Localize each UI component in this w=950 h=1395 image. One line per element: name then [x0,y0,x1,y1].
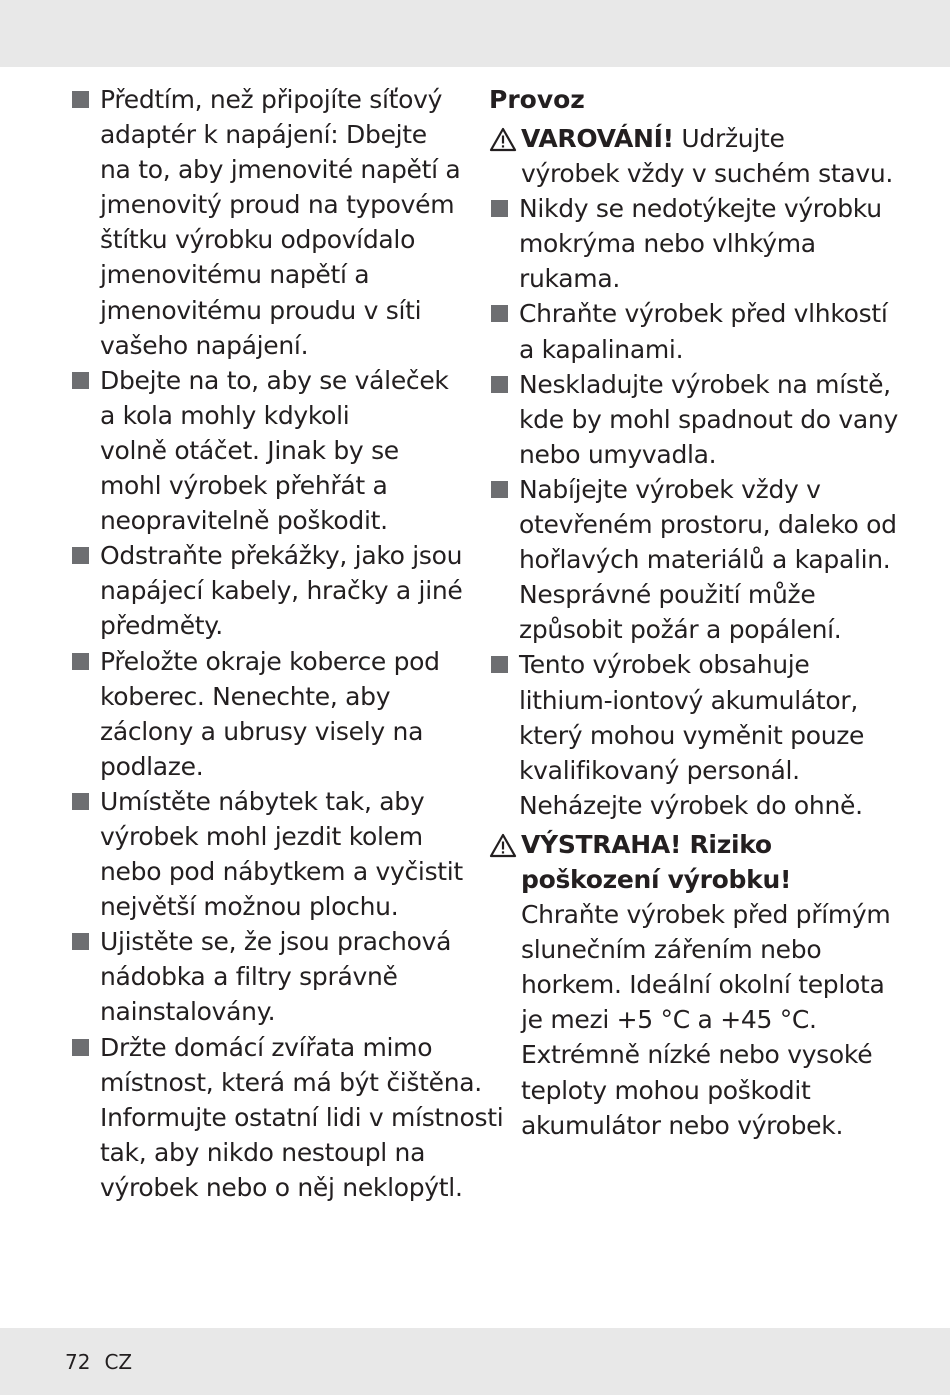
list-item-line: nádobka a filtry správně [100,962,398,992]
square-bullet-icon [72,793,89,810]
caution-line: Chraňte výrobek před přímým [521,900,891,930]
list-item-line: napájecí kabely, hračky a jiné [100,576,463,606]
square-bullet-icon [72,653,89,670]
square-bullet-icon [72,372,89,389]
list-item-line: hořlavých materiálů a kapalin. [519,545,891,575]
list-item [489,367,898,472]
list-item [70,924,470,1029]
caution-label: VÝSTRAHA! Riziko [521,829,772,859]
list-item [70,538,470,643]
right-bullet-list [489,191,898,823]
list-item [70,82,470,363]
list-item-line: nainstalovány. [100,997,276,1027]
warning-triangle-icon [489,833,517,858]
list-item-line: Dbejte na to, aby se váleček [100,365,449,395]
list-item-line: tak, aby nikdo nestoupl na [100,1137,426,1167]
list-item-line: záclony a ubrusy visely na [100,716,424,746]
square-bullet-icon [491,656,508,673]
square-bullet-icon [491,200,508,217]
warning-first-text: Udržujte [673,124,785,153]
list-item-line: který mohou vyměnit pouze [519,720,865,750]
list-item [489,191,889,296]
list-item-line: lithium-iontový akumulátor, [519,685,858,715]
list-item-line: výrobek nebo o něj neklopýtl. [100,1172,463,1202]
list-item-line: Umístěte nábytek tak, aby [100,786,425,816]
square-bullet-icon [72,933,89,950]
list-item-line: výrobek mohl jezdit kolem [100,821,423,851]
list-item [489,296,889,366]
list-item-line: štítku výrobku odpovídalo [100,225,416,255]
warning-line: výrobek vždy v suchém stavu. [521,159,894,189]
caution-line: Extrémně nízké nebo vysoké [521,1040,873,1070]
list-item-line: a kola mohly kdykoli [100,400,350,430]
list-item-line: Nikdy se nedotýkejte výrobku [519,194,882,224]
list-item-line: koberec. Nenechte, aby [100,681,391,711]
caution-line: akumulátor nebo výrobek. [521,1110,844,1140]
list-item [70,784,470,924]
list-item-line: Odstraňte překážky, jako jsou [100,541,463,571]
list-item-line: a kapalinami. [519,334,684,364]
list-item-line: Neskladujte výrobek na místě, [519,369,891,399]
list-item-line: způsobit požár a popálení. [519,615,842,645]
list-item [489,647,889,822]
list-item-line: otevřeném prostoru, daleko od [519,510,897,540]
right-column [489,82,898,1143]
square-bullet-icon [72,547,89,564]
square-bullet-icon [72,91,89,108]
left-bullet-list [70,82,504,1205]
section-heading: Provoz [489,85,585,114]
list-item-line: mokrýma nebo vlhkýma [519,229,816,259]
list-item-line: Předtím, než připojíte síťový [100,85,443,114]
warning-block [489,121,894,191]
list-item-line: Chraňte výrobek před vlhkostí [519,299,888,329]
list-item-line: podlaze. [100,751,204,781]
list-item [70,1030,504,1205]
caution-line: slunečním zářením nebo [521,935,822,965]
square-bullet-icon [72,1039,89,1056]
list-item [70,363,470,538]
left-column [70,82,504,1205]
list-item-line: největší možnou plochu. [100,892,399,922]
warning-first-line [521,121,889,156]
list-item-line: volně otáčet. Jinak by se [100,435,399,465]
warning-label: VAROVÁNÍ! [521,124,674,153]
list-item-line: Držte domácí zvířata mimo [100,1032,433,1062]
square-bullet-icon [491,481,508,498]
list-item-line: na to, aby jmenovité napětí a [100,155,461,185]
list-item-line: nebo pod nábytkem a vyčistit [100,857,463,887]
list-item-line: adaptér k napájení: Dbejte [100,120,427,150]
list-item-line: Tento výrobek obsahuje [519,650,810,680]
list-item-line: jmenovitý proud na typovém [100,190,455,220]
list-item-line: mohl výrobek přehřát a [100,471,388,501]
language-code: CZ [104,1350,133,1374]
list-item-line: jmenovitému proudu v síti [100,295,422,325]
warning-triangle-icon [489,127,517,152]
list-item-line: místnost, která má být čištěna. [100,1067,482,1097]
list-item-line: Přeložte okraje koberce pod [100,646,440,676]
list-item-line: vašeho napájení. [100,330,309,360]
caution-line: teploty mohou poškodit [521,1075,811,1105]
list-item-line: Nesprávné použití může [519,580,816,610]
list-item-line: neopravitelně poškodit. [100,506,388,536]
caution-line: horkem. Ideální okolní teplota [521,970,885,1000]
square-bullet-icon [491,376,508,393]
caution-text [521,897,889,1143]
list-item-line: nebo umyvadla. [519,439,717,469]
list-item-line: jmenovitému napětí a [100,260,370,290]
list-item-line: Nabíjejte výrobek vždy v [519,474,821,504]
list-item-line: kvalifikovaný personál. [519,755,800,785]
caution-block [489,827,889,1143]
list-item-line: kde by mohl spadnout do vany [519,404,898,434]
list-item [489,472,897,647]
caution-label-cont: poškození výrobku! [521,864,792,894]
list-item-line: Informujte ostatní lidi v místnosti [100,1102,504,1132]
page-number: 72 [65,1350,91,1374]
top-band [0,0,950,67]
list-item-line: rukama. [519,264,621,294]
square-bullet-icon [491,305,508,322]
list-item [70,644,470,784]
list-item-line: Ujistěte se, že jsou prachová [100,927,452,957]
list-item-line: Neházejte výrobek do ohně. [519,790,863,820]
caution-label-line1 [521,827,889,862]
caution-line: je mezi +5 °C a +45 °C. [521,1005,817,1035]
footer [65,1350,146,1374]
caution-label-line2 [521,862,889,897]
list-item-line: předměty. [100,611,223,641]
